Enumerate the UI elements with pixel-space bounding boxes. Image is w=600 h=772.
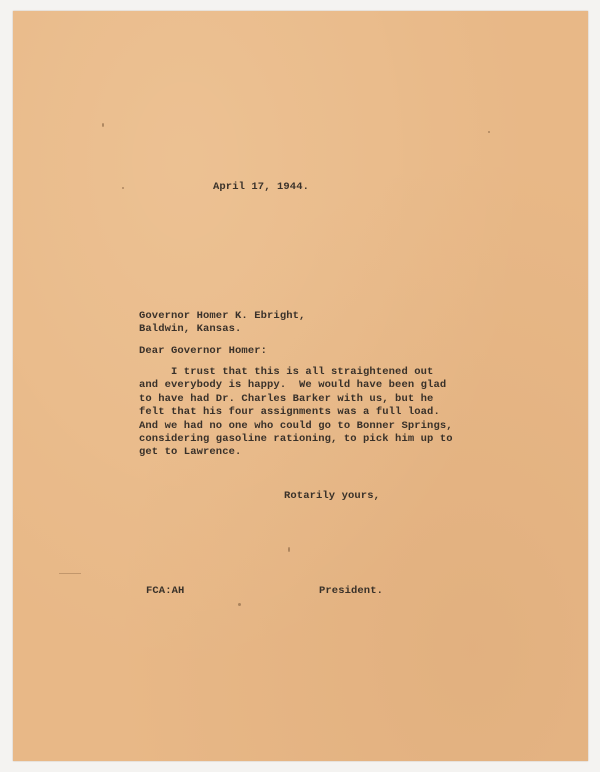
body-line: considering gasoline rationing, to pick him up to <box>139 433 453 446</box>
recipient-name-line: Governor Homer K. Ebright, <box>139 310 306 322</box>
paper-speck <box>238 603 241 606</box>
body-line: I trust that this is all straightened out <box>139 366 434 378</box>
letter-body <box>139 366 453 460</box>
body-line: get to Lawrence. <box>139 446 242 459</box>
paper-speck <box>59 573 81 574</box>
body-line: and everybody is happy. We would have been glad <box>139 379 447 392</box>
recipient-address <box>139 310 305 337</box>
letter-date: April 17, 1944. <box>213 181 310 193</box>
salutation: Dear Governor Homer: <box>139 345 268 357</box>
paper-speck <box>488 131 490 133</box>
paper-speck <box>102 123 104 127</box>
paper-speck <box>288 547 290 552</box>
closing: Rotarily yours, <box>284 490 381 502</box>
body-line: to have had Dr. Charles Barker with us, but he <box>139 392 434 405</box>
body-line: And we had no one who could go to Bonner Springs, <box>139 419 453 432</box>
signature-title: President. <box>319 585 384 597</box>
letter-page <box>13 11 588 761</box>
paper-speck <box>122 187 124 189</box>
body-line: felt that his four assignments was a full load. <box>139 406 440 419</box>
recipient-location-line: Baldwin, Kansas. <box>139 323 242 336</box>
typist-initials: FCA:AH <box>146 585 185 597</box>
